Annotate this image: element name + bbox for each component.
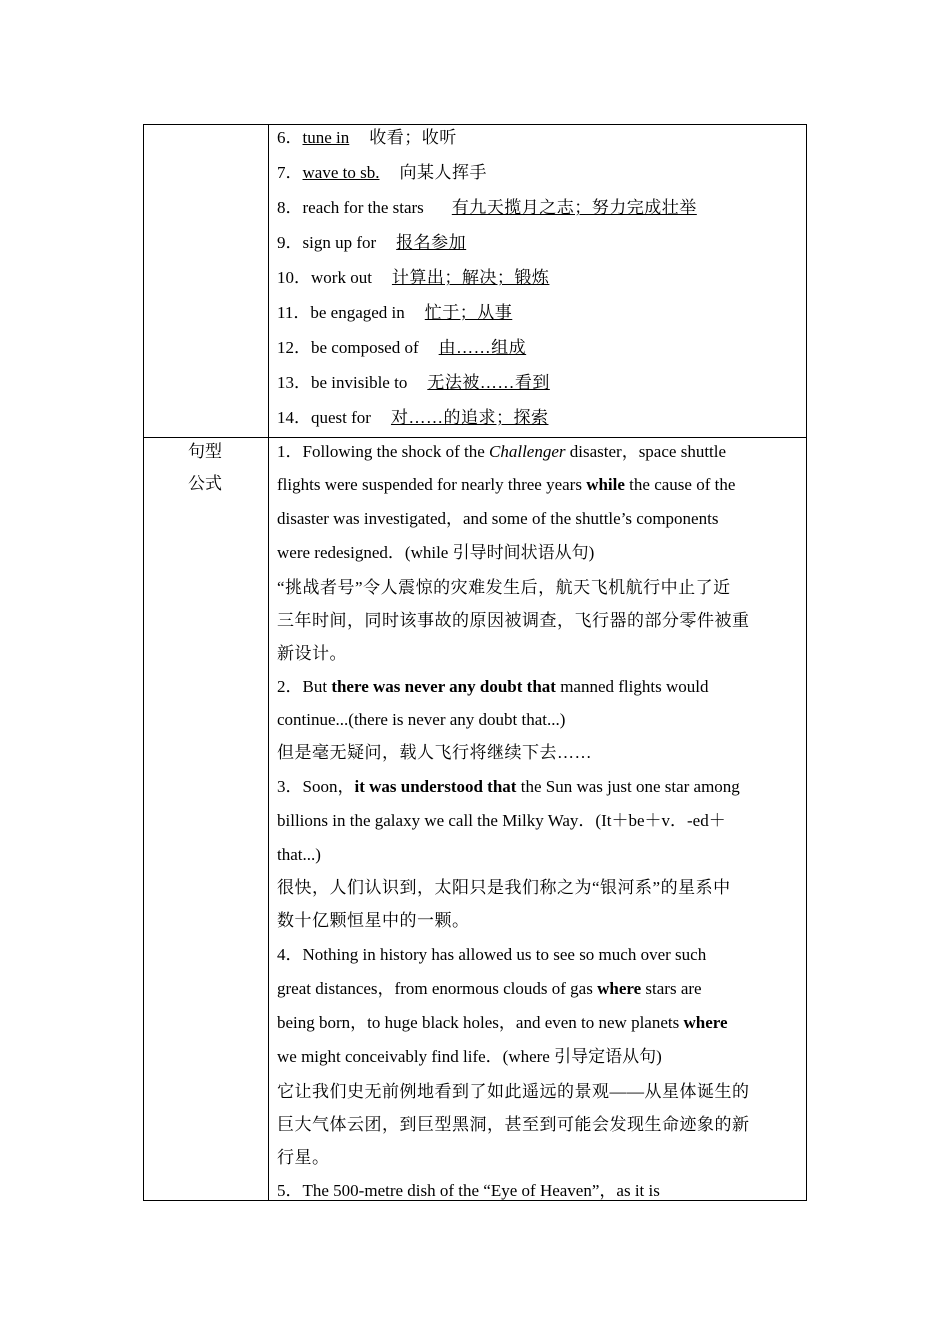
vocab-item: 8．reach for the stars 有九天揽月之志；努力完成壮举: [277, 198, 697, 217]
sentence-line: great distances，from enormous clouds of gas where stars are: [277, 979, 702, 998]
vocab-item: 11．be engaged in 忙于；从事: [277, 303, 513, 322]
vocab-item: 9．sign up for 报名参加: [277, 233, 467, 252]
section-label: 句型: [188, 442, 222, 462]
sentence-line: 4．Nothing in history has allowed us to see so much over such: [277, 945, 707, 964]
translation-line: 新设计。: [277, 644, 347, 663]
vocab-item: 14．quest for 对……的追求；探索: [277, 408, 549, 427]
sentence-line: being born，to huge black holes，and even to new planets where: [277, 1013, 728, 1032]
content-table: [143, 124, 807, 1201]
translation-line: 但是毫无疑问，载人飞行将继续下去……: [277, 743, 592, 762]
sentence-line: we might conceivably find life．(where 引导定语从句): [277, 1047, 662, 1066]
column-divider: [268, 125, 269, 1200]
translation-line: 行星。: [277, 1148, 330, 1167]
translation-line: 数十亿颗恒星中的一颗。: [277, 911, 470, 930]
sentence-line: 1．Following the shock of the Challenger disaster，space shuttle: [277, 442, 727, 461]
sentence-line: that...): [277, 845, 321, 864]
sentence-line: were redesigned．(while 引导时间状语从句): [277, 543, 595, 562]
translation-line: 很快，人们认识到，太阳只是我们称之为“银河系”的星系中: [277, 878, 731, 897]
sentence-line: 2．But there was never any doubt that manned flights would: [277, 677, 709, 696]
vocab-item: 6．tune in 收看；收听: [277, 128, 457, 147]
vocab-item: 10．work out 计算出；解决；锻炼: [277, 268, 550, 287]
sentence-line: flights were suspended for nearly three years while the cause of the: [277, 475, 736, 494]
translation-line: 三年时间，同时该事故的原因被调查，飞行器的部分零件被重: [277, 611, 750, 630]
sentence-line: billions in the galaxy we call the Milky Way．(It＋be＋v．-ed＋: [277, 811, 726, 830]
sentence-line: disaster was investigated，and some of the shuttle’s components: [277, 509, 719, 528]
translation-line: 巨大气体云团，到巨型黑洞，甚至到可能会发现生命迹象的新: [277, 1115, 750, 1134]
sentence-line: 5．The 500-metre dish of the “Eye of Heaven”，as it is: [277, 1181, 660, 1200]
row-divider: [144, 437, 806, 438]
sentence-line: 3．Soon，it was understood that the Sun was just one star among: [277, 777, 740, 796]
translation-line: 它让我们史无前例地看到了如此遥远的景观——从星体诞生的: [277, 1082, 750, 1101]
sentence-line: continue...(there is never any doubt that...): [277, 710, 566, 729]
section-label: 公式: [188, 474, 222, 494]
vocab-item: 12．be composed of 由……组成: [277, 338, 527, 357]
vocab-item: 7．wave to sb. 向某人挥手: [277, 163, 487, 182]
translation-line: “挑战者号”令人震惊的灾难发生后，航天飞机航行中止了近: [277, 578, 731, 597]
vocab-item: 13．be invisible to 无法被……看到: [277, 373, 550, 392]
